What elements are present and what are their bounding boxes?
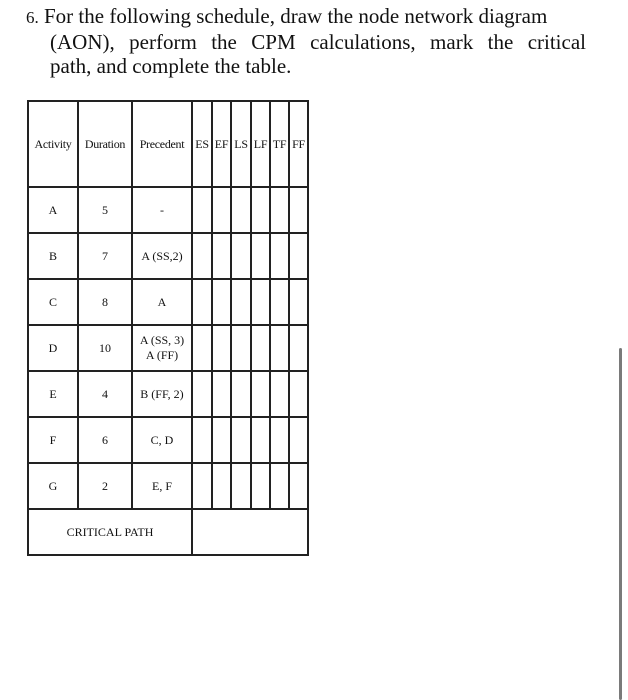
- precedent-cell: [132, 325, 192, 371]
- table-row: [28, 463, 308, 509]
- tf-cell: [270, 279, 289, 325]
- critical-path-answer: [192, 509, 308, 555]
- ls-cell: [231, 279, 251, 325]
- ef-cell: [212, 417, 231, 463]
- header-activity: Activity: [28, 101, 78, 187]
- activity-cell: D: [28, 325, 78, 371]
- question-text: [26, 4, 586, 78]
- header-tf: TF: [270, 101, 289, 187]
- header-lf: LF: [251, 101, 270, 187]
- activity-cell: G: [28, 463, 78, 509]
- lf-cell: [251, 279, 270, 325]
- tf-cell: [270, 371, 289, 417]
- ef-cell: [212, 325, 231, 371]
- table-row: [28, 371, 308, 417]
- lf-cell: [251, 325, 270, 371]
- ef-cell: [212, 371, 231, 417]
- lf-cell: [251, 187, 270, 233]
- es-cell: [192, 325, 212, 371]
- precedent-cell: A: [132, 279, 192, 325]
- ff-cell: [289, 187, 308, 233]
- duration-cell: 4: [78, 371, 132, 417]
- es-cell: [192, 371, 212, 417]
- ls-cell: [231, 417, 251, 463]
- duration-cell: 6: [78, 417, 132, 463]
- activity-cell: C: [28, 279, 78, 325]
- tf-cell: [270, 325, 289, 371]
- es-cell: [192, 187, 212, 233]
- header-es: ES: [192, 101, 212, 187]
- schedule-table: [27, 100, 309, 556]
- lf-cell: [251, 371, 270, 417]
- tf-cell: [270, 187, 289, 233]
- ls-cell: [231, 371, 251, 417]
- es-cell: [192, 417, 212, 463]
- ef-cell: [212, 279, 231, 325]
- duration-cell: 8: [78, 279, 132, 325]
- ls-cell: [231, 325, 251, 371]
- tf-cell: [270, 417, 289, 463]
- header-precedent: Precedent: [132, 101, 192, 187]
- table-row: [28, 233, 308, 279]
- ff-cell: [289, 371, 308, 417]
- question-line-1: [26, 4, 586, 30]
- table-row: [28, 417, 308, 463]
- lf-cell: [251, 463, 270, 509]
- es-cell: [192, 463, 212, 509]
- duration-cell: 5: [78, 187, 132, 233]
- activity-cell: A: [28, 187, 78, 233]
- table-row: [28, 279, 308, 325]
- ff-cell: [289, 463, 308, 509]
- lf-cell: [251, 233, 270, 279]
- question-line-1-text: For the following schedule, draw the node network diagram: [44, 4, 548, 28]
- table-row: [28, 187, 308, 233]
- ff-cell: [289, 417, 308, 463]
- precedent-cell: B (FF, 2): [132, 371, 192, 417]
- activity-cell: E: [28, 371, 78, 417]
- duration-cell: 7: [78, 233, 132, 279]
- critical-path-row: [28, 509, 308, 555]
- precedent-cell: C, D: [132, 417, 192, 463]
- table-row: [28, 325, 308, 371]
- ff-cell: [289, 233, 308, 279]
- precedent-cell: A (SS,2): [132, 233, 192, 279]
- tf-cell: [270, 463, 289, 509]
- tf-cell: [270, 233, 289, 279]
- ls-cell: [231, 187, 251, 233]
- ff-cell: [289, 325, 308, 371]
- question-number: 6.: [26, 8, 39, 27]
- ef-cell: [212, 463, 231, 509]
- critical-path-label: CRITICAL PATH: [28, 509, 192, 555]
- header-ef: EF: [212, 101, 231, 187]
- activity-cell: F: [28, 417, 78, 463]
- ff-cell: [289, 279, 308, 325]
- es-cell: [192, 279, 212, 325]
- es-cell: [192, 233, 212, 279]
- header-ls: LS: [231, 101, 251, 187]
- precedent-line: A (FF): [145, 348, 179, 362]
- precedent-cell: -: [132, 187, 192, 233]
- ef-cell: [212, 233, 231, 279]
- header-ff: FF: [289, 101, 308, 187]
- lf-cell: [251, 417, 270, 463]
- activity-cell: B: [28, 233, 78, 279]
- vertical-scrollbar[interactable]: [619, 348, 622, 700]
- ef-cell: [212, 187, 231, 233]
- precedent-cell: E, F: [132, 463, 192, 509]
- duration-cell: 10: [78, 325, 132, 371]
- precedent-line: A (SS, 3): [139, 333, 185, 347]
- table-header-row: [28, 101, 308, 187]
- ls-cell: [231, 233, 251, 279]
- header-duration: Duration: [78, 101, 132, 187]
- question-line-2: (AON), perform the CPM calculations, mark the critical: [50, 30, 586, 54]
- ls-cell: [231, 463, 251, 509]
- duration-cell: 2: [78, 463, 132, 509]
- question-line-3: path, and complete the table.: [50, 54, 292, 78]
